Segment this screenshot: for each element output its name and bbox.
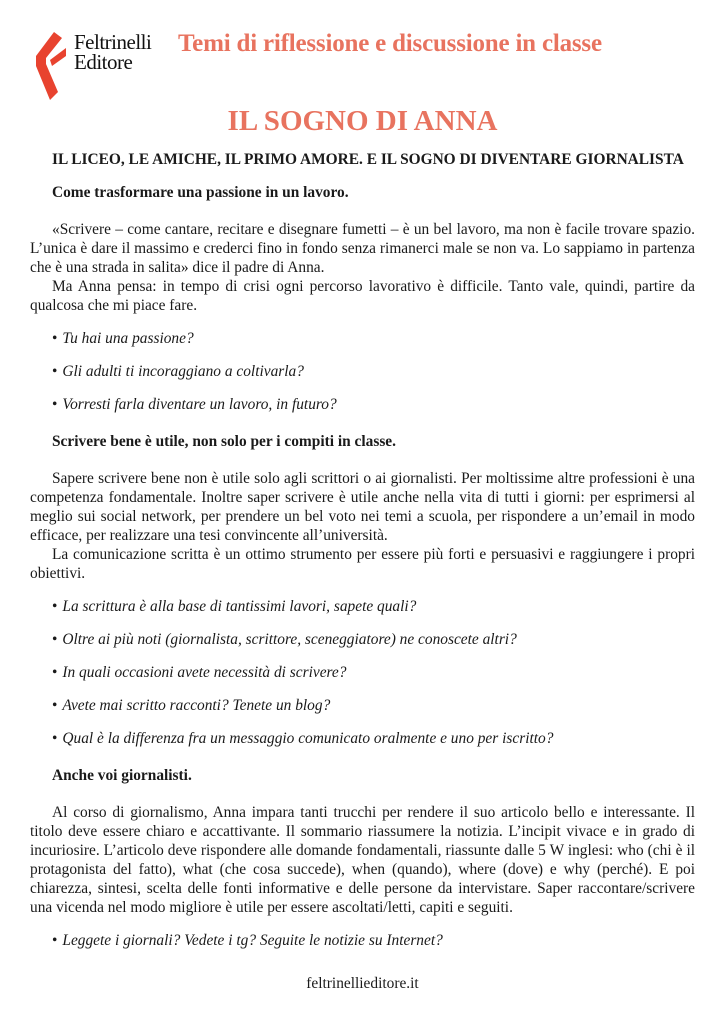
page-title: IL SOGNO DI ANNA <box>227 105 498 137</box>
question-text: Leggete i giornali? Vedete i tg? Seguite le notizie su Internet? <box>62 932 443 949</box>
question-item: • Avete mai scritto racconti? Tenete un blog? <box>52 697 331 714</box>
header-title: Temi di riflessione e discussione in classe <box>178 30 602 57</box>
question-text: Vorresti farla diventare un lavoro, in futuro? <box>62 396 337 413</box>
logo-line-2: Editore <box>74 50 133 74</box>
paragraph: Ma Anna pensa: in tempo di crisi ogni percorso lavorativo è difficile. Tanto vale, quindi, partire da qualcosa che mi piace fare. <box>30 278 695 314</box>
question-item: • In quali occasioni avete necessità di scrivere? <box>52 664 347 681</box>
question-text: Avete mai scritto racconti? Tenete un blog? <box>62 697 331 714</box>
question-text: Qual è la differenza fra un messaggio comunicato oralmente e uno per iscritto? <box>62 730 554 747</box>
question-item: • Leggete i giornali? Vedete i tg? Seguite le notizie su Internet? <box>52 932 443 949</box>
section-heading: Come trasformare una passione in un lavoro. <box>52 184 349 201</box>
question-text: Tu hai una passione? <box>62 330 194 347</box>
logo-wordmark <box>74 32 151 72</box>
document-body <box>30 150 695 950</box>
question-item: • Vorresti farla diventare un lavoro, in futuro? <box>52 396 337 413</box>
question-text: Gli adulti ti incoraggiano a coltivarla? <box>62 363 304 380</box>
question-item: • Tu hai una passione? <box>52 330 194 347</box>
paragraph: Al corso di giornalismo, Anna impara tanti trucchi per rendere il suo articolo bello e interessante. Il titolo deve essere chiaro e accattivante. Il sommario riassumere la notizia. L’incipit vivace e in grado di incuriosire. L’articolo deve rispondere alle domande fondamentali, riassunte dalle 5 W inglesi: who (chi è il protagonista del fatto), what (che cosa succede), when (quando), where (dove) e why (perché). E poi chiarezza, sintesi, scelta delle fonti informative e delle persone da intervistare. Saper raccontare/scrivere una vicenda nel modo migliore è utile per essere ascoltati/letti, capiti e seguiti. <box>30 804 695 916</box>
logo-line-1: Feltrinelli <box>74 30 152 54</box>
paragraph: La comunicazione scritta è un ottimo strumento per essere più forti e persuasivi e raggiungere i propri obiettivi. <box>30 546 695 582</box>
question-item: • Oltre ai più noti (giornalista, scrittore, sceneggiatore) ne conoscete altri? <box>52 631 517 648</box>
publisher-logo <box>30 30 150 100</box>
paragraph: «Scrivere – come cantare, recitare e disegnare fumetti – è un bel lavoro, ma non è facile trovare spazio. L’unica è dare il massimo e crederci fino in fondo senza rimanerci male se non va. Lo sappiamo in partenza che è una strada in salita» dice il padre di Anna. <box>30 221 695 276</box>
paragraph: Sapere scrivere bene non è utile solo agli scrittori o ai giornalisti. Per moltissime altre professioni è una competenza fondamentale. Inoltre saper scrivere è utile anche nella vita di tutti i giorni: per esprimersi al meglio sui social network, per prendere un bel voto nei temi a scuola, per rispondere a un’email in modo efficace, per realizzare una tesi convincente all’università. <box>30 470 695 544</box>
question-text: In quali occasioni avete necessità di scrivere? <box>62 664 347 681</box>
footer-website: feltrinellieditore.it <box>306 975 419 992</box>
section-heading: Scrivere bene è utile, non solo per i compiti in classe. <box>52 433 396 450</box>
feltrinelli-mark-icon <box>30 30 70 100</box>
question-text: Oltre ai più noti (giornalista, scrittore, sceneggiatore) ne conoscete altri? <box>62 631 517 648</box>
question-item: • Gli adulti ti incoraggiano a coltivarla? <box>52 363 304 380</box>
subtitle: IL LICEO, LE AMICHE, IL PRIMO AMORE. E IL SOGNO DI DIVENTARE GIORNALISTA <box>52 151 684 168</box>
question-item: • La scrittura è alla base di tantissimi lavori, sapete quali? <box>52 598 417 615</box>
question-item: • Qual è la differenza fra un messaggio comunicato oralmente e uno per iscritto? <box>52 730 554 747</box>
question-text: La scrittura è alla base di tantissimi lavori, sapete quali? <box>62 598 417 615</box>
section-heading: Anche voi giornalisti. <box>52 767 192 784</box>
